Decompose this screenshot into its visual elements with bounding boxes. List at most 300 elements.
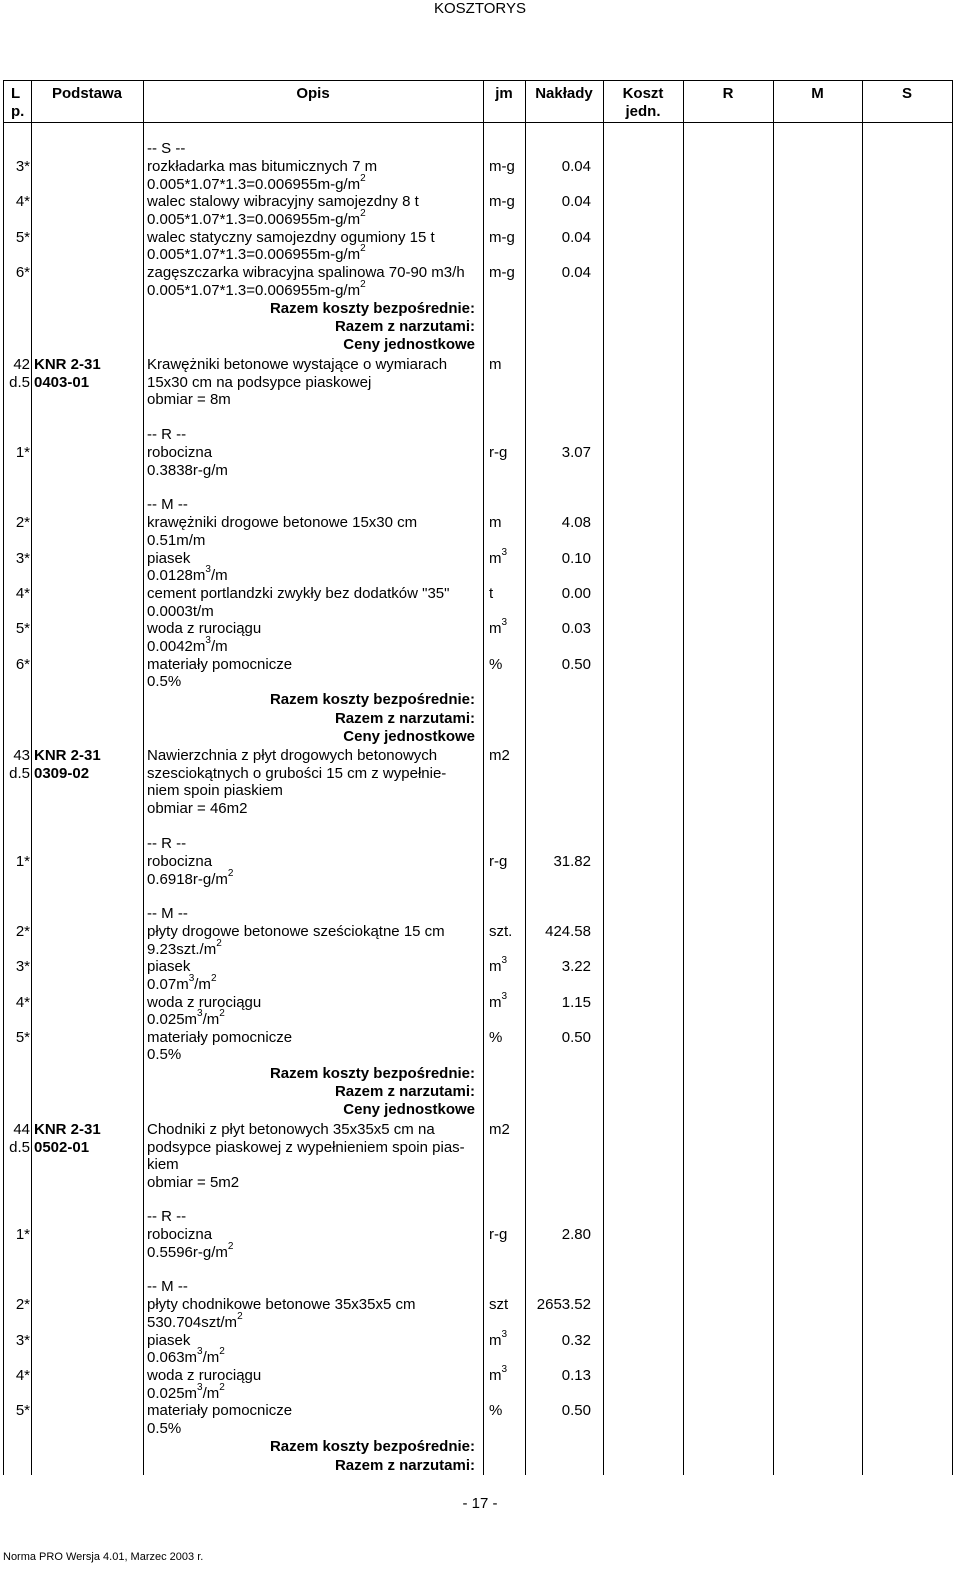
cell-podstawa-text: 0502-01 (34, 1139, 90, 1156)
cell-opis-text: płyty chodnikowe betonowe 35x35x5 cm (147, 1296, 416, 1313)
cell-jm-text: szt. (489, 923, 513, 940)
cell-opis (147, 1420, 481, 1438)
cell-opis (147, 229, 481, 247)
cell-naklady (525, 1332, 591, 1350)
cell-naklady-text: 0.13 (561, 1367, 591, 1384)
column-divider (31, 80, 32, 1475)
cell-jm-text: m-g (489, 264, 515, 281)
cell-opis-text: woda z rurociągu (147, 994, 262, 1011)
cell-summary (143, 336, 475, 354)
cell-opis (147, 1241, 481, 1262)
cell-opis (147, 782, 481, 800)
cell-naklady (525, 158, 591, 176)
cell-jm-text: m (489, 356, 502, 373)
cell-opis-text: 0.025m (147, 1385, 198, 1402)
cell-jm-text: m (489, 994, 502, 1011)
cell-opis-text: 0.6918r-g/m (147, 871, 228, 888)
cell-opis (147, 1139, 481, 1157)
cell-opis-text: niem spoin piaskiem (147, 782, 283, 799)
cell-jm-text: % (489, 1402, 503, 1419)
header-podstawa: Podstawa (51, 85, 123, 102)
cell-naklady-text: 0.04 (561, 158, 591, 175)
cell-opis-unit: /m (202, 1349, 220, 1366)
cell-lp-text: 42 (13, 356, 30, 373)
cell-opis-text: robocizna (147, 1226, 213, 1243)
cell-jm-text: t (489, 585, 494, 602)
cell-lp-text: 2* (15, 923, 30, 940)
cell-opis-text: piasek (147, 958, 191, 975)
cell-opis (147, 585, 481, 603)
cell-opis (147, 193, 481, 211)
cell-opis (147, 958, 481, 976)
cell-podstawa-text: KNR 2-31 (34, 747, 101, 764)
cell-opis-text: walec stalowy wibracyjny samojezdny 8 t (147, 193, 419, 210)
cell-opis-unit: /m (210, 638, 228, 655)
cell-opis-text: -- S -- (147, 140, 186, 157)
cell-lp (3, 264, 30, 282)
cell-opis-text: 0.005*1.07*1.3=0.006955m-g/m (147, 246, 361, 263)
cell-opis-text: obmiar = 46m2 (147, 800, 248, 817)
cell-summary-text: Razem koszty bezpośrednie: (269, 300, 475, 317)
cell-naklady-text: 3.07 (561, 444, 591, 461)
cell-summary (143, 1101, 475, 1119)
cell-lp (3, 229, 30, 247)
cell-opis-text: materiały pomocnicze (147, 1029, 293, 1046)
cell-opis-text: woda z rurociągu (147, 1367, 262, 1384)
cell-opis (147, 173, 481, 194)
cell-naklady (525, 514, 591, 532)
cell-naklady-text: 0.04 (561, 264, 591, 281)
cell-opis (147, 1402, 481, 1420)
cell-lp (3, 1367, 30, 1385)
cell-opis-text: materiały pomocnicze (147, 1402, 293, 1419)
cell-opis-text: piasek (147, 1332, 191, 1349)
cell-naklady (525, 264, 591, 282)
cell-jm (489, 747, 523, 765)
cell-naklady-text: 0.50 (561, 1029, 591, 1046)
cell-opis (147, 1029, 481, 1047)
cell-opis (147, 462, 481, 480)
superscript: 3 (501, 1364, 508, 1375)
cell-summary-text: Razem koszty bezpośrednie: (269, 1438, 475, 1455)
cell-naklady (525, 229, 591, 247)
cell-opis-text: 0.025m (147, 1011, 198, 1028)
cell-summary (143, 1457, 475, 1475)
cell-jm (489, 585, 523, 603)
cell-opis (147, 1346, 481, 1367)
cell-lp-text: 5* (15, 620, 30, 637)
superscript: 3 (501, 1329, 508, 1340)
superscript: 2 (360, 173, 366, 184)
cell-jm (489, 1029, 523, 1047)
cell-lp (3, 585, 30, 603)
header-divider (3, 122, 952, 123)
superscript: 2 (237, 1311, 243, 1322)
cell-lp-text: 4* (15, 193, 30, 210)
superscript: 3 (197, 1346, 203, 1357)
cell-opis (147, 243, 481, 264)
cell-naklady-text: 3.22 (561, 958, 591, 975)
cell-lp-text: d.5 (9, 765, 30, 782)
cell-jm (489, 991, 523, 1012)
column-divider (525, 80, 526, 1475)
cell-naklady-text: 0.50 (561, 1402, 591, 1419)
cell-opis-text: -- R -- (147, 1208, 187, 1225)
cell-podstawa (34, 1139, 142, 1157)
cell-lp (3, 1139, 30, 1157)
cell-lp-text: 1* (15, 444, 30, 461)
column-divider (483, 80, 484, 1475)
cell-jm (489, 193, 523, 211)
superscript: 3 (188, 973, 195, 984)
cell-opis-text: piasek (147, 550, 191, 567)
cell-opis (147, 496, 481, 514)
cell-lp (3, 374, 30, 392)
cell-opis (147, 564, 481, 585)
cell-summary-text: Razem z narzutami: (334, 318, 475, 335)
cell-opis (147, 835, 481, 853)
cell-naklady-text: 1.15 (561, 994, 591, 1011)
column-divider (773, 80, 774, 1475)
cell-opis (147, 550, 481, 568)
cell-jm-text: m (489, 1332, 502, 1349)
cell-opis (147, 1226, 481, 1244)
cell-opis-text: robocizna (147, 853, 213, 870)
cell-summary (143, 318, 475, 336)
cell-opis (147, 1008, 481, 1029)
header-m: M (811, 85, 824, 102)
cell-lp-text: 5* (15, 1029, 30, 1046)
cell-summary (143, 710, 475, 728)
cell-lp (3, 656, 30, 674)
superscript: 2 (219, 1382, 225, 1393)
cell-naklady (525, 923, 591, 941)
cell-lp (3, 444, 30, 462)
cell-summary-text: Ceny jednostkowe (343, 336, 475, 353)
cell-opis-unit: /m (210, 567, 228, 584)
cell-opis (147, 264, 481, 282)
cell-opis (147, 905, 481, 923)
cell-opis-text: krawężniki drogowe betonowe 15x30 cm (147, 514, 418, 531)
cell-opis (147, 444, 481, 462)
cell-opis (147, 158, 481, 176)
header-r: R (722, 85, 734, 102)
cell-lp (3, 958, 30, 976)
cell-lp-text: d.5 (9, 374, 30, 391)
cell-opis (147, 923, 481, 941)
cell-jm-text: r-g (489, 853, 508, 870)
cell-opis (147, 620, 481, 638)
cell-naklady (525, 1367, 591, 1385)
cell-jm (489, 229, 523, 247)
header-jm: jm (495, 85, 513, 102)
cell-naklady-text: 4.08 (561, 514, 591, 531)
superscript: 2 (219, 1008, 225, 1019)
cell-opis-text: 0.0042m (147, 638, 206, 655)
cell-podstawa (34, 765, 142, 783)
cell-jm (489, 1402, 523, 1420)
cell-lp-text: 3* (15, 958, 30, 975)
cell-jm (489, 1121, 523, 1139)
cell-opis (147, 356, 481, 374)
cell-lp (3, 193, 30, 211)
cell-opis-text: 0.5596r-g/m (147, 1244, 228, 1261)
cell-naklady (525, 550, 591, 568)
cell-lp-text: 43 (13, 747, 30, 764)
cell-naklady-text: 0.00 (561, 585, 591, 602)
cell-lp (3, 853, 30, 871)
superscript: 2 (360, 208, 366, 219)
cell-opis (147, 603, 481, 621)
cell-opis (147, 514, 481, 532)
cell-opis (147, 1156, 481, 1174)
cell-naklady-text: 0.04 (561, 193, 591, 210)
cell-opis-text: 0.51m/m (147, 532, 206, 549)
superscript: 3 (501, 991, 508, 1002)
column-divider (862, 80, 863, 1475)
cell-naklady (525, 1402, 591, 1420)
cell-jm-text: szt (489, 1296, 509, 1313)
cell-lp-text: 2* (15, 1296, 30, 1313)
cell-summary (143, 300, 475, 318)
cell-summary-text: Razem koszty bezpośrednie: (269, 691, 475, 708)
cell-jm (489, 1226, 523, 1244)
cell-jm (489, 923, 523, 941)
cell-opis-text: materiały pomocnicze (147, 656, 293, 673)
cell-jm-text: m2 (489, 747, 510, 764)
cell-summary-text: Razem koszty bezpośrednie: (269, 1065, 475, 1082)
cell-summary-text: Razem z narzutami: (334, 1457, 475, 1474)
cell-opis-unit: /m (202, 1385, 220, 1402)
cell-opis-text: walec statyczny samojezdny ogumiony 15 t (147, 229, 435, 246)
cell-lp-text: 4* (15, 994, 30, 1011)
cell-podstawa-text: KNR 2-31 (34, 356, 101, 373)
cell-lp-text: 3* (15, 550, 30, 567)
cell-lp (3, 550, 30, 568)
cell-lp (3, 765, 30, 783)
cell-lp (3, 1226, 30, 1244)
cell-summary-text: Ceny jednostkowe (343, 1101, 475, 1118)
cell-opis (147, 1382, 481, 1403)
cell-opis (147, 973, 481, 994)
cell-lp-text: 1* (15, 1226, 30, 1243)
cell-opis-text: 0.5% (147, 1046, 182, 1063)
cell-podstawa (34, 356, 142, 374)
cell-podstawa (34, 374, 142, 392)
cell-opis (147, 635, 481, 656)
cell-opis (147, 532, 481, 550)
cell-opis (147, 656, 481, 674)
cell-naklady (525, 958, 591, 976)
superscript: 2 (216, 938, 222, 949)
cell-opis-text: 0.0003t/m (147, 603, 214, 620)
column-divider (143, 80, 144, 1475)
cell-opis (147, 374, 481, 392)
cell-jm-text: r-g (489, 444, 508, 461)
superscript: 3 (501, 547, 508, 558)
superscript: 3 (197, 1382, 203, 1393)
header-lp-line2: p. (11, 103, 25, 120)
document-title: KOSZTORYS (434, 0, 526, 17)
cell-opis (147, 1311, 481, 1332)
cell-opis (147, 1174, 481, 1192)
cell-jm-text: m (489, 958, 502, 975)
cell-naklady (525, 853, 591, 871)
cell-lp-text: 3* (15, 158, 30, 175)
cell-jm-text: % (489, 1029, 503, 1046)
cell-opis-unit: /m (194, 976, 211, 993)
cell-opis-text: 0.005*1.07*1.3=0.006955m-g/m (147, 176, 361, 193)
cell-opis-text: 0.5% (147, 1420, 182, 1437)
cell-opis (147, 1046, 481, 1064)
cell-summary-text: Razem z narzutami: (334, 710, 475, 727)
cell-jm-text: m-g (489, 193, 515, 210)
cell-lp (3, 1121, 30, 1139)
cell-jm (489, 1296, 523, 1314)
cell-jm-text: m (489, 514, 502, 531)
cell-podstawa-text: 0309-02 (34, 765, 90, 782)
cell-opis (147, 140, 481, 158)
cell-jm (489, 158, 523, 176)
cell-jm-text: m (489, 1367, 502, 1384)
cell-summary (143, 1065, 475, 1083)
header-koszt-line1: Koszt (622, 85, 664, 102)
header-koszt-line2: jedn. (625, 103, 661, 120)
cell-opis-text: -- M -- (147, 905, 188, 922)
cell-opis-text: 15x30 cm na podsypce piaskowej (147, 374, 372, 391)
cell-jm (489, 444, 523, 462)
superscript: 3 (501, 617, 508, 628)
cell-opis-text: kiem (147, 1156, 179, 1173)
cell-summary (143, 728, 475, 746)
cell-lp-text: 4* (15, 585, 30, 602)
cell-opis-text: 530.704szt/m (147, 1314, 238, 1331)
cell-naklady (525, 656, 591, 674)
cell-lp-text: 2* (15, 514, 30, 531)
superscript: 3 (501, 955, 508, 966)
cell-lp (3, 1029, 30, 1047)
cell-opis-text: cement portlandzki zwykły bez dodatków "35" (147, 585, 450, 602)
cell-opis-text: 0.0128m (147, 567, 206, 584)
cell-podstawa-text: 0403-01 (34, 374, 90, 391)
cell-lp (3, 923, 30, 941)
cell-opis-text: robocizna (147, 444, 213, 461)
cell-opis-text: -- R -- (147, 426, 187, 443)
cell-jm (489, 617, 523, 638)
cell-lp-text: 44 (13, 1121, 30, 1138)
cell-lp (3, 994, 30, 1012)
cell-lp (3, 1402, 30, 1420)
cell-opis-text: -- M -- (147, 1278, 188, 1295)
cell-opis (147, 391, 481, 409)
cell-lp (3, 158, 30, 176)
cell-naklady-text: 0.03 (561, 620, 591, 637)
header-s: S (901, 85, 912, 102)
cell-opis (147, 208, 481, 229)
cell-naklady-text: 2.80 (561, 1226, 591, 1243)
cell-lp (3, 356, 30, 374)
cell-jm (489, 514, 523, 532)
superscript: 3 (205, 635, 211, 646)
cell-lp-text: 1* (15, 853, 30, 870)
cell-summary (143, 1438, 475, 1456)
cell-lp-text: d.5 (9, 1139, 30, 1156)
cell-lp (3, 620, 30, 638)
header-opis: Opis (296, 85, 330, 102)
cell-opis-text: 9.23szt./m (147, 941, 217, 958)
cell-lp-text: 6* (15, 264, 30, 281)
cell-opis-text: 0.3838r-g/m (147, 462, 228, 479)
cell-jm-text: m (489, 550, 502, 567)
cell-opis-text: podsypce piaskowej z wypełnieniem spoin pias- (147, 1139, 465, 1156)
cell-lp (3, 1332, 30, 1350)
cell-podstawa (34, 747, 142, 765)
column-divider (683, 80, 684, 1475)
footer-software-info: Norma PRO Wersja 4.01, Marzec 2003 r. (3, 1551, 204, 1563)
cell-opis (147, 747, 481, 765)
cell-opis-text: Chodniki z płyt betonowych 35x35x5 cm na (147, 1121, 435, 1138)
cell-podstawa-text: KNR 2-31 (34, 1121, 101, 1138)
cell-jm (489, 656, 523, 674)
cell-lp (3, 747, 30, 765)
cell-opis-text: 0.5% (147, 673, 182, 690)
cell-naklady-text: 2653.52 (536, 1296, 591, 1313)
superscript: 2 (360, 243, 366, 254)
cell-opis-text: 0.07m (147, 976, 189, 993)
cell-jm (489, 264, 523, 282)
cell-jm (489, 955, 523, 976)
cell-lp-text: 6* (15, 656, 30, 673)
superscript: 2 (360, 279, 366, 290)
table-border-right (952, 80, 953, 1475)
cell-opis-text: -- R -- (147, 835, 187, 852)
page-number: - 17 - (462, 1495, 498, 1512)
cell-opis (147, 853, 481, 871)
column-divider (603, 80, 604, 1475)
cell-opis (147, 279, 481, 300)
header-koszt (603, 85, 683, 121)
cell-lp-text: 4* (15, 1367, 30, 1384)
cell-naklady (525, 994, 591, 1012)
cell-podstawa (34, 1121, 142, 1139)
cell-naklady-text: 0.04 (561, 229, 591, 246)
cell-summary (143, 1083, 475, 1101)
cell-naklady (525, 585, 591, 603)
cell-lp-text: 5* (15, 1402, 30, 1419)
cell-opis-text: 0.063m (147, 1349, 198, 1366)
cell-opis (147, 426, 481, 444)
cell-summary (143, 691, 475, 709)
cell-opis (147, 673, 481, 691)
cell-summary-text: Razem z narzutami: (334, 1083, 475, 1100)
cell-lp-text: 3* (15, 1332, 30, 1349)
cell-jm (489, 356, 523, 374)
cell-naklady-text: 0.10 (561, 550, 591, 567)
superscript: 2 (227, 1241, 234, 1252)
cell-jm-text: m-g (489, 229, 515, 246)
cell-naklady (525, 1296, 591, 1314)
cell-naklady-text: 31.82 (553, 853, 591, 870)
cell-opis-text: 0.005*1.07*1.3=0.006955m-g/m (147, 211, 361, 228)
cell-opis (147, 1278, 481, 1296)
cell-jm-text: m (489, 620, 502, 637)
cell-naklady (525, 1029, 591, 1047)
cell-naklady-text: 0.32 (561, 1332, 591, 1349)
cell-opis-text: szesciokątnych o grubości 15 cm z wypełnie- (147, 765, 447, 782)
cell-jm-text: % (489, 656, 503, 673)
cell-opis-text: woda z rurociągu (147, 620, 262, 637)
cell-naklady-text: 0.50 (561, 656, 591, 673)
